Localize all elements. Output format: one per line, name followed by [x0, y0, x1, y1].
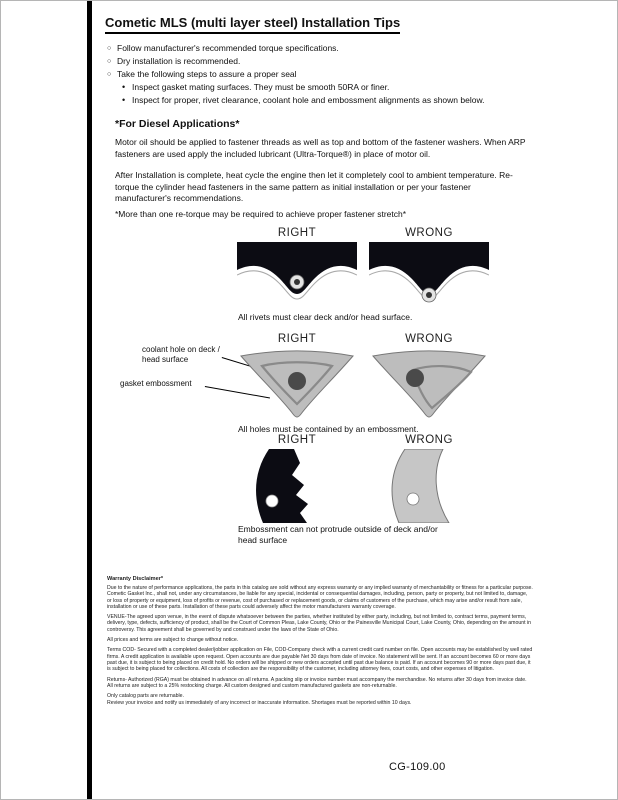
motor-oil-paragraph: Motor oil should be applied to fastener threads as well as top and bottom of the fastener washers. When ARP fasteners are used apply the included lubricant (Ultra-Torque®) in place of motor oil.	[115, 137, 526, 159]
tip-text: Dry installation is recommended.	[117, 56, 241, 66]
coolant-hole-pointer-label: coolant hole on deck / head surface	[142, 345, 220, 364]
catalog-parts-line: Only catalog parts are returnable.	[107, 693, 184, 700]
tip-text: Follow manufacturer's recommended torque specifications.	[117, 43, 339, 53]
rivet-caption: All rivets must clear deck and/or head surface.	[238, 312, 413, 322]
diesel-applications-heading: *For Diesel Applications*	[115, 118, 240, 130]
installation-tips-list	[107, 42, 537, 107]
page-number: CG-109.00	[389, 761, 446, 773]
embossment-containment-wrong-diagram	[369, 348, 489, 422]
rivet-clearance-wrong-illustration	[369, 242, 489, 308]
embossment-containment-wrong-illustration	[369, 348, 489, 422]
rivet-clearance-right-illustration	[237, 242, 357, 308]
venue-paragraph: VENUE-The agreed upon venue, in the event of dispute whatsoever between the parties, whether instituted by either party, including, but not limited to, contract terms, payment terms, delivery, type, defects, sufficiency of product, shall be the Court of Common Pleas, Lake County, Ohio or the Painesville Municipal Court, Lake County, Ohio, depending on the amount in controversy. This agreement shall be governed by and construed under the laws of the State of Ohio.	[107, 614, 532, 633]
diagram-section	[120, 227, 493, 552]
hollow-bullet-icon: ○	[107, 71, 112, 78]
rivet-clearance-wrong-diagram	[369, 242, 489, 308]
rivet-clearance-right-diagram	[237, 242, 357, 308]
tip-text: Inspect for proper, rivet clearance, coolant hole and embossment alignments as shown below.	[132, 95, 485, 105]
prices-paragraph: All prices and terms are subject to change without notice.	[107, 637, 239, 644]
review-invoice-line: Review your invoice and notify us immediately of any incorrect or inaccurate information. Shortages must be reported within 10 days.	[107, 700, 412, 707]
warranty-disclaimer-heading: Warranty Disclaimer*	[107, 576, 164, 582]
wrong-column-header: WRONG	[405, 333, 453, 345]
filled-bullet-icon: •	[122, 95, 126, 105]
wrong-column-header: WRONG	[405, 434, 453, 446]
hollow-bullet-icon: ○	[107, 58, 112, 65]
list-item	[122, 81, 537, 94]
embossment-protrusion-wrong-diagram	[369, 449, 489, 523]
hollow-bullet-icon: ○	[107, 45, 112, 52]
right-column-header: RIGHT	[277, 434, 317, 446]
tip-text: Take the following steps to assure a proper seal	[117, 69, 297, 79]
terms-paragraph: Terms COD- Secured with a completed dealer/jobber application on File, COD-Company check with a current credit card number on file. Open accounts may be established by well rated firms. A credit application is available upon request. Open accounts are due payable Net 30 days from date of invoice. No statement will be sent. If an account becomes 60 or more days past due, it is subject to being placed on credit hold. No orders will be shipped or new orders accepted until past due balance is paid. If an account becomes 90 or more days past due, it is subject to being placed for collections. All costs of collection are the responsibility of the customer, including attorney fees, court costs, and other expenses of litigation.	[107, 647, 533, 673]
filled-bullet-icon: •	[122, 82, 126, 92]
embossment-protrusion-right-illustration	[237, 449, 357, 523]
heat-cycle-paragraph: After Installation is complete, heat cycle the engine then let it completely cool to ambient temperature. Re-torque the cylinder head fasteners in the same pattern as initial installation or per your fastener manufacturer's recommendations.	[115, 170, 513, 203]
warranty-paragraph: Due to the nature of performance applications, the parts in this catalog are sold without any express warranty or any implied warranty of merchantability or fitness for a particular purpose. Cometic Gasket Inc., shall not, under any circumstances, be liable for any special, incidental or consequential damages, including, person, party or property, but not limited to, damage, or loss of property or equipment, loss of profits or revenue, cost of purchased or replacement goods, or claims of customers of the purchase, which may arise and/or result from sale, installation or use of these parts. Installation of these parts could adversely affect the motor manufacturers warranty coverage.	[107, 585, 533, 610]
right-column-header: RIGHT	[277, 227, 317, 239]
wrong-column-header: WRONG	[405, 227, 453, 239]
returns-paragraph: Returns- Authorized (RGA) must be obtained in advance on all returns. A packing slip or invoice number must accompany the merchandise. No returns after 30 days from invoice date. All returns are subject to a 25% restocking charge. All custom designed and custom manufactured gaskets are non-returnable.	[107, 676, 527, 689]
list-item	[107, 68, 537, 81]
embossment-containment-caption: All holes must be contained by an embossment.	[238, 424, 419, 434]
list-item	[107, 42, 537, 55]
embossment-containment-right-diagram	[237, 348, 357, 422]
page-title: Cometic MLS (multi layer steel) Installation Tips	[105, 15, 400, 34]
embossment-protrusion-caption: Embossment can not protrude outside of deck and/or head surface	[238, 524, 438, 545]
tip-text: Inspect gasket mating surfaces. They must be smooth 50RA or finer.	[132, 82, 390, 92]
list-item	[107, 55, 537, 68]
embossment-protrusion-right-diagram	[237, 449, 357, 523]
retorque-note: *More than one re-torque may be required to achieve proper fastener stretch*	[115, 209, 407, 219]
gasket-embossment-pointer-label: gasket embossment	[120, 379, 192, 388]
warranty-disclaimer-section	[107, 576, 533, 711]
left-border-rule	[87, 1, 92, 800]
embossment-containment-right-illustration	[237, 348, 357, 422]
embossment-protrusion-wrong-illustration	[369, 449, 489, 523]
right-column-header: RIGHT	[277, 333, 317, 345]
list-item	[122, 94, 537, 107]
